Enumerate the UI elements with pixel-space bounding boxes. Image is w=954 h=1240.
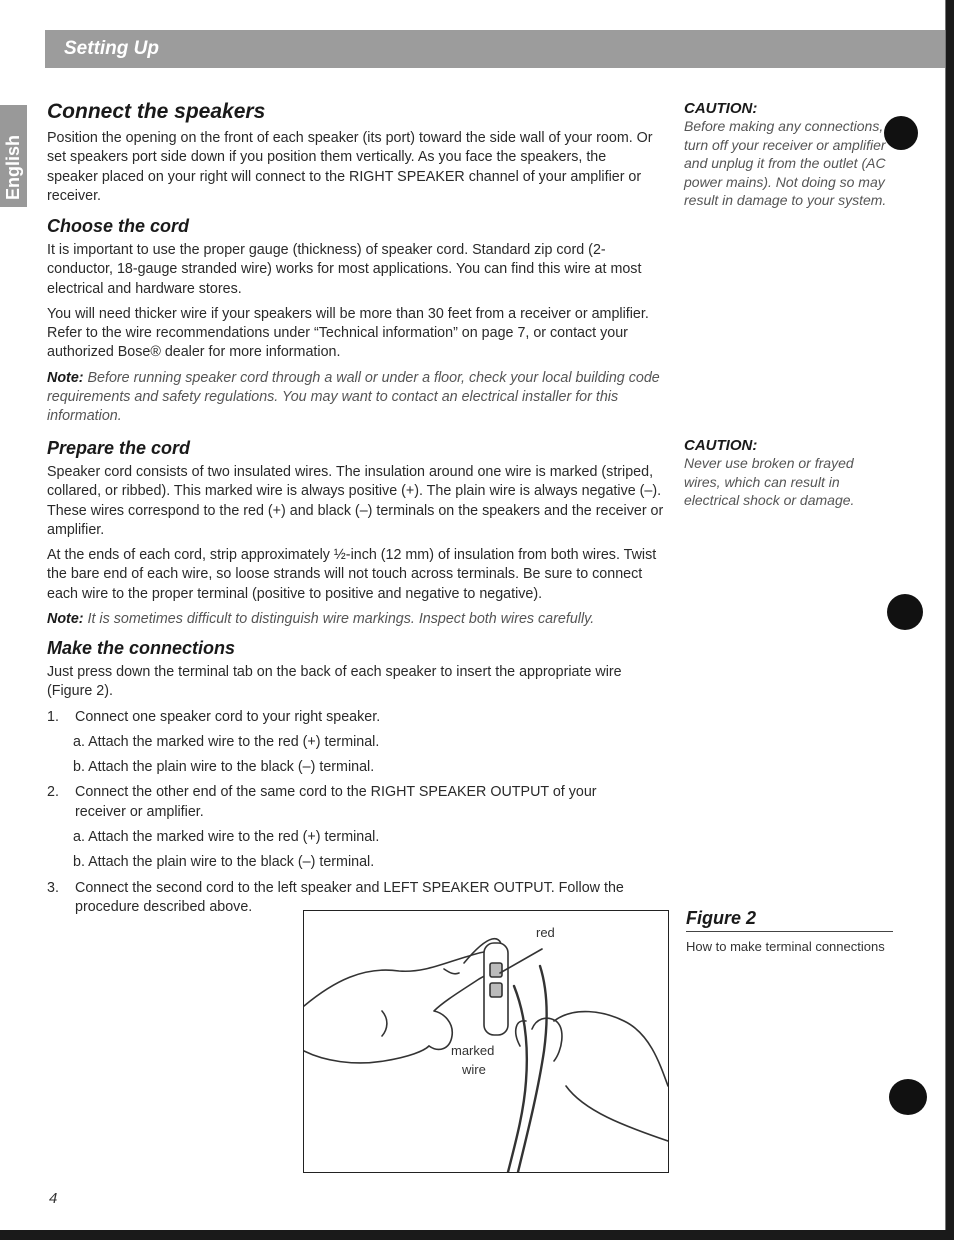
caution-box-2 bbox=[684, 437, 894, 510]
paragraph: Speaker cord consists of two insulated wires. The insulation around one wire is marked (striped, collared, or ribbed). This marked wire is always positive (+). The plain wire is always negative (–). These wires correspond to the red (+) and black (–) terminals on the speakers and the receiver or amplifier. bbox=[47, 464, 664, 538]
page-number: 4 bbox=[49, 1190, 58, 1207]
paragraph: Just press down the terminal tab on the back of each speaker to insert the appropriate wire (Figure 2). bbox=[47, 664, 622, 700]
wire-plain bbox=[518, 966, 547, 1172]
section-title: Make the connections bbox=[47, 638, 236, 658]
language-tab-label: English bbox=[3, 134, 23, 200]
paragraph: Position the opening on the front of each speaker (its port) toward the side wall of your room. Or set speakers port side down if you position them vertically. As you face the speakers, the speaker placed on your right will connect to the RIGHT SPEAKER channel of your amplifier or receiver. bbox=[47, 130, 653, 204]
figure-sidebar bbox=[686, 908, 893, 955]
section-make-connections bbox=[47, 638, 667, 917]
figure-title: Figure 2 bbox=[686, 908, 893, 932]
label-wire: wire bbox=[462, 1062, 486, 1077]
left-hand-crease bbox=[382, 1011, 387, 1036]
list-item bbox=[47, 708, 667, 778]
figure-illustration bbox=[303, 910, 669, 1173]
label-marked: marked bbox=[451, 1043, 495, 1058]
section-connect-speakers bbox=[47, 100, 659, 206]
step-number: 3. bbox=[47, 879, 59, 896]
step-number: 1. bbox=[47, 708, 59, 725]
terminal-black bbox=[490, 983, 502, 997]
left-hand-palm bbox=[304, 1046, 429, 1063]
steps-list bbox=[47, 708, 667, 918]
terminal-red bbox=[490, 963, 502, 977]
right-hand-outline bbox=[554, 1012, 668, 1086]
caution-label: CAUTION: bbox=[684, 437, 758, 454]
section-choose-cord bbox=[47, 216, 665, 427]
step-text: Connect the second cord to the left speaker and LEFT SPEAKER OUTPUT. Follow the procedure described above. bbox=[75, 879, 624, 915]
header-bar bbox=[45, 30, 945, 68]
label-red: red bbox=[536, 925, 555, 940]
caution-label: CAUTION: bbox=[684, 100, 758, 117]
substep: b. Attach the plain wire to the black (–) terminal. bbox=[73, 854, 375, 871]
paragraph: At the ends of each cord, strip approximately ½-inch (12 mm) of insulation from both wires. Twist the bare end of each wire, so loose strands will not touch across terminals. Be sure to connect each wire to the proper terminal (positive to positive and negative to negative). bbox=[47, 547, 657, 602]
right-hand-wrist bbox=[566, 1086, 668, 1141]
scan-edge-right bbox=[946, 0, 954, 1240]
figure-caption: How to make terminal connections bbox=[686, 939, 885, 954]
note-text: Before running speaker cord through a wall or under a floor, check your local building code requirements and safety regulations. You may want to contact an electrical installer for this information. bbox=[47, 369, 660, 425]
note bbox=[47, 369, 665, 427]
note-label: Note: bbox=[47, 369, 84, 386]
section-title: Prepare the cord bbox=[47, 438, 191, 458]
hands-terminal-illustration bbox=[304, 911, 668, 1172]
note bbox=[47, 610, 667, 629]
binder-hole bbox=[887, 594, 923, 630]
substep: a. Attach the marked wire to the red (+) terminal. bbox=[73, 733, 380, 750]
list-item bbox=[47, 783, 667, 872]
section-title: Choose the cord bbox=[47, 216, 190, 236]
binder-hole bbox=[884, 116, 918, 150]
note-label: Note: bbox=[47, 611, 84, 628]
binder-hole bbox=[889, 1079, 927, 1115]
step-number: 2. bbox=[47, 784, 59, 801]
step-text: Connect the other end of the same cord to the RIGHT SPEAKER OUTPUT of your receiver or amplifier. bbox=[75, 784, 597, 820]
substep: a. Attach the marked wire to the red (+) terminal. bbox=[73, 829, 380, 846]
caution-text: Never use broken or frayed wires, which can result in electrical shock or damage. bbox=[684, 455, 855, 508]
note-text: It is sometimes difficult to distinguish wire markings. Inspect both wires carefully. bbox=[87, 611, 595, 628]
paragraph: You will need thicker wire if your speakers will be more than 30 feet from a receiver or amplifier. Refer to the wire recommendations under “Technical information” on page 7, or contact your authorized Bose® dealer for more information. bbox=[47, 305, 649, 361]
section-prepare-cord bbox=[47, 438, 667, 629]
scan-edge-bottom bbox=[0, 1230, 954, 1240]
left-hand-outline bbox=[304, 951, 501, 1049]
caution-box-1 bbox=[684, 100, 894, 210]
left-hand-knuckle bbox=[444, 969, 459, 974]
substep: b. Attach the plain wire to the black (–) terminal. bbox=[73, 759, 375, 776]
step-text: Connect one speaker cord to your right speaker. bbox=[75, 708, 381, 725]
paragraph: It is important to use the proper gauge (thickness) of speaker cord. Standard zip cord (2-conductor, 18-gauge stranded wire) works for most applications. You can find this wire at most electrical and hardware stores. bbox=[47, 242, 642, 297]
header-title: Setting Up bbox=[64, 38, 159, 59]
section-title: Connect the speakers bbox=[47, 100, 266, 123]
caution-text: Before making any connections, turn off your receiver or amplifier and unplug it from the outlet (AC power mains). Not doing so may result in damage to your system. bbox=[684, 118, 887, 208]
